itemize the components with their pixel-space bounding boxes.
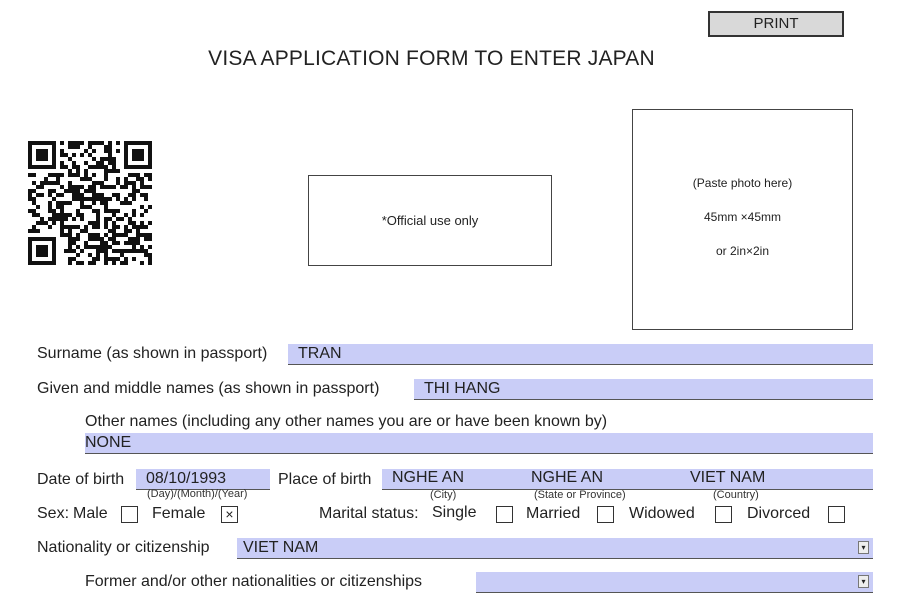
sex-female-label: Female bbox=[152, 505, 206, 522]
form-title: VISA APPLICATION FORM TO ENTER JAPAN bbox=[208, 47, 655, 70]
surname-label: Surname (as shown in passport) bbox=[37, 345, 268, 362]
sex-male-label: Male bbox=[73, 505, 108, 522]
official-use-box bbox=[308, 175, 552, 266]
other-names-label: Other names (including any other names you are or have been known by) bbox=[85, 413, 608, 430]
surname-input[interactable]: TRAN bbox=[288, 344, 873, 365]
pob-city-input[interactable]: NGHE AN bbox=[392, 469, 465, 486]
official-use-label: *Official use only bbox=[381, 213, 479, 228]
print-button[interactable]: PRINT bbox=[708, 11, 844, 37]
marital-status-label: Marital status: bbox=[319, 505, 419, 522]
photo-size-mm: 45mm ×45mm bbox=[703, 210, 782, 224]
marital-divorced-label: Divorced bbox=[747, 505, 811, 522]
marital-married-checkbox[interactable] bbox=[597, 506, 614, 523]
pob-state-hint: (State or Province) bbox=[534, 489, 626, 501]
sex-label: Sex: bbox=[37, 505, 70, 522]
qr-code bbox=[28, 141, 152, 265]
given-names-input[interactable]: THI HANG bbox=[414, 379, 873, 400]
nationality-dropdown-arrow-icon[interactable]: ▾ bbox=[858, 541, 869, 554]
nationality-select[interactable] bbox=[237, 538, 873, 559]
former-nationality-select[interactable] bbox=[476, 572, 873, 593]
sex-female-checkbox[interactable]: × bbox=[221, 506, 238, 523]
pob-state-input[interactable]: NGHE AN bbox=[531, 469, 604, 486]
former-nationality-dropdown-arrow-icon[interactable]: ▾ bbox=[858, 575, 869, 588]
dob-input[interactable]: 08/10/1993 bbox=[136, 469, 270, 490]
nationality-value: VIET NAM bbox=[243, 539, 319, 556]
nationality-label: Nationality or citizenship bbox=[37, 539, 210, 556]
marital-divorced-checkbox[interactable] bbox=[828, 506, 845, 523]
pob-country-hint: (Country) bbox=[713, 489, 759, 501]
dob-label: Date of birth bbox=[37, 471, 125, 488]
given-names-label: Given and middle names (as shown in passport) bbox=[37, 380, 380, 397]
other-names-input[interactable]: NONE bbox=[85, 433, 873, 454]
marital-single-checkbox[interactable] bbox=[496, 506, 513, 523]
sex-male-checkbox[interactable] bbox=[121, 506, 138, 523]
marital-married-label: Married bbox=[526, 505, 581, 522]
former-nationality-label: Former and/or other nationalities or citizenships bbox=[85, 573, 423, 590]
marital-widowed-checkbox[interactable] bbox=[715, 506, 732, 523]
dob-format-hint: (Day)/(Month)/(Year) bbox=[147, 488, 248, 500]
pob-country-input[interactable]: VIET NAM bbox=[690, 469, 766, 486]
photo-size-in: or 2in×2in bbox=[715, 244, 770, 258]
pob-city-hint: (City) bbox=[430, 489, 457, 501]
photo-instruction: (Paste photo here) bbox=[692, 176, 793, 190]
marital-single-label: Single bbox=[432, 504, 477, 521]
pob-label: Place of birth bbox=[278, 471, 372, 488]
photo-box[interactable] bbox=[632, 109, 853, 330]
marital-widowed-label: Widowed bbox=[629, 505, 695, 522]
